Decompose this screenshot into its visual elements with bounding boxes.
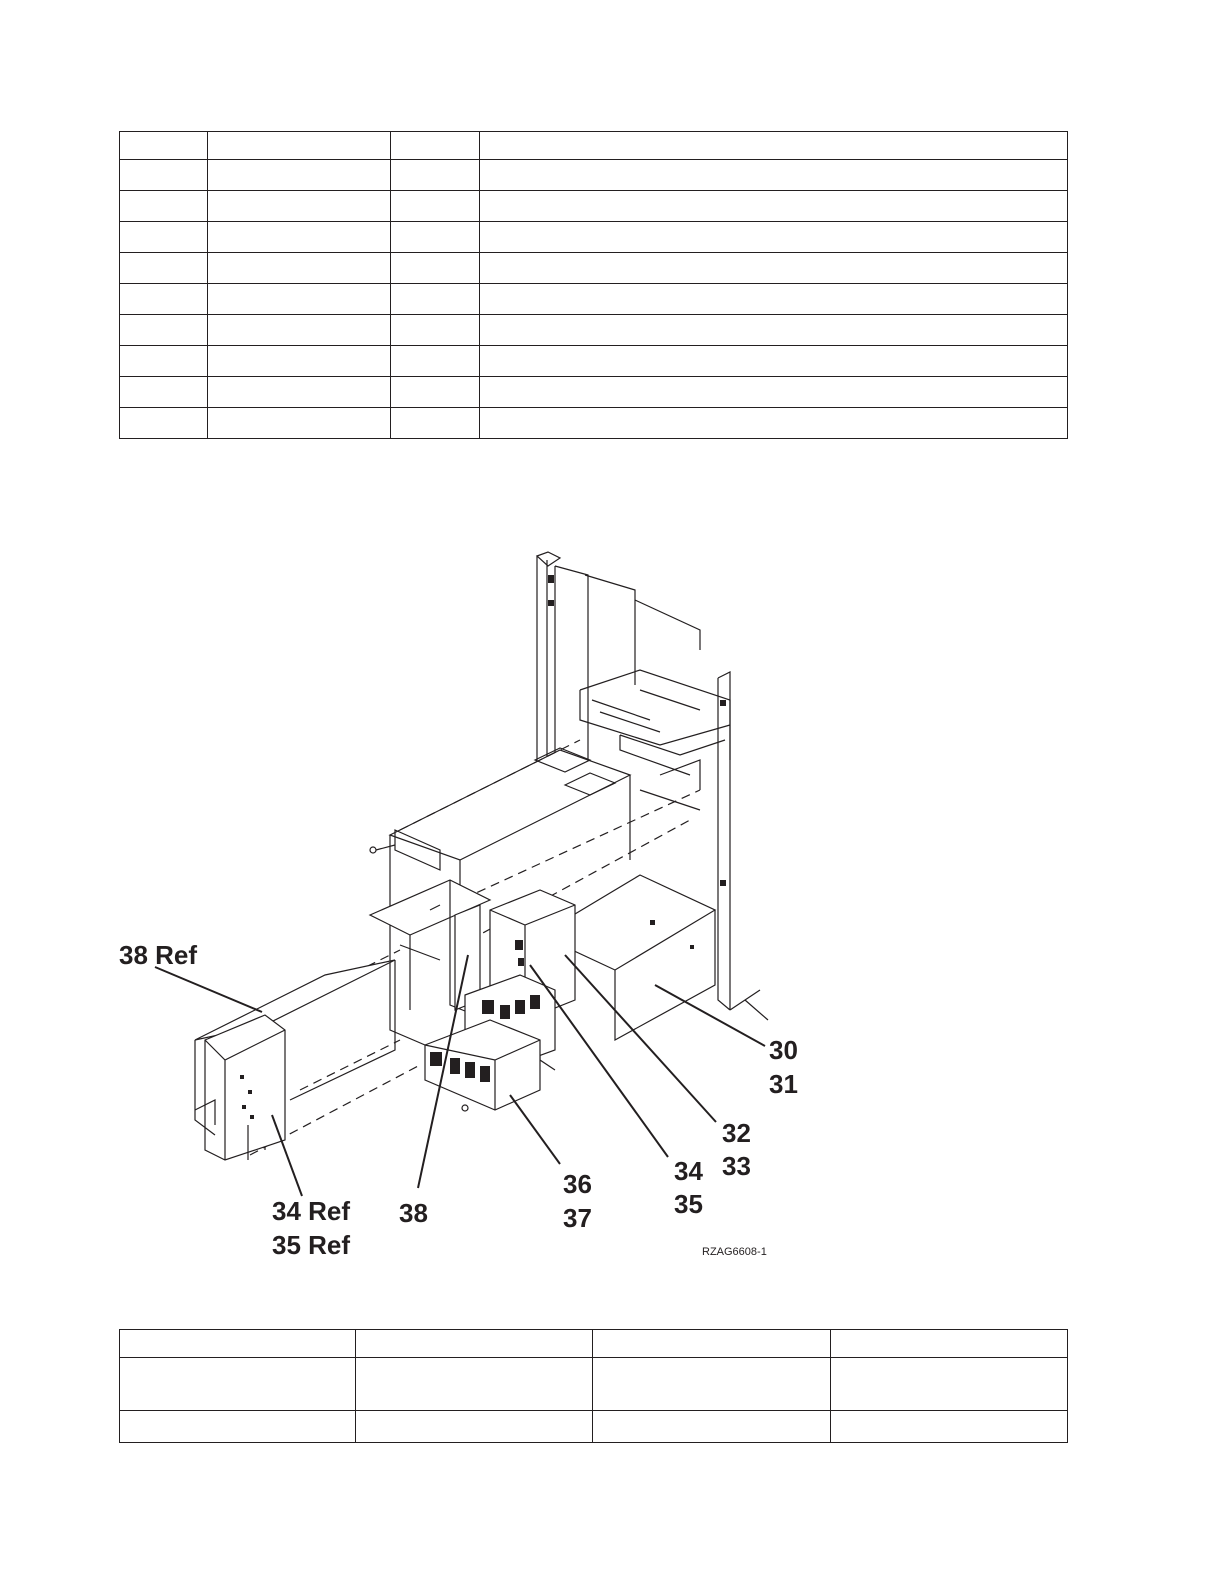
table-cell: [480, 284, 1068, 315]
left-supply: [195, 960, 395, 1160]
table-cell: [831, 1330, 1068, 1358]
table-cell: [120, 408, 208, 439]
table-cell: [208, 222, 391, 253]
callout-34: 34: [674, 1156, 703, 1186]
table-cell: [831, 1411, 1068, 1443]
table-row: [120, 253, 1068, 284]
table-cell: [480, 191, 1068, 222]
callout-35: 35: [674, 1189, 703, 1219]
table-cell: [480, 132, 1068, 160]
table-cell: [120, 1411, 356, 1443]
callout-35-ref: 35 Ref: [272, 1230, 351, 1260]
table-cell: [831, 1358, 1068, 1411]
table-cell: [120, 1330, 356, 1358]
table-cell: [208, 346, 391, 377]
table-cell: [208, 132, 391, 160]
table-cell: [480, 160, 1068, 191]
table-row: [120, 191, 1068, 222]
exploded-assembly-figure: [0, 540, 1224, 1280]
table-cell: [208, 253, 391, 284]
table-cell: [208, 284, 391, 315]
table-cell: [593, 1358, 831, 1411]
table-cell: [480, 408, 1068, 439]
table-cell: [593, 1411, 831, 1443]
table-cell: [391, 132, 480, 160]
table-cell: [356, 1330, 593, 1358]
table-cell: [208, 377, 391, 408]
table-cell: [120, 253, 208, 284]
table-cell: [208, 315, 391, 346]
table-cell: [120, 284, 208, 315]
callout-34-ref: 34 Ref: [272, 1196, 351, 1226]
callout-33: 33: [722, 1151, 751, 1181]
table-row: [120, 284, 1068, 315]
table-row: [120, 1411, 1068, 1443]
lower-module: [425, 1020, 540, 1111]
table-cell: [120, 160, 208, 191]
parts-table-top: [119, 131, 1068, 439]
table-cell: [120, 222, 208, 253]
table-cell: [480, 346, 1068, 377]
table-cell: [120, 346, 208, 377]
table-cell: [593, 1330, 831, 1358]
table-cell: [208, 160, 391, 191]
table-cell: [120, 315, 208, 346]
figure-id: RZAG6608-1: [702, 1246, 767, 1258]
table-cell: [120, 1358, 356, 1411]
table-row: [120, 315, 1068, 346]
table-cell: [208, 408, 391, 439]
table-row: [120, 1330, 1068, 1358]
table-row: [120, 377, 1068, 408]
table-cell: [480, 222, 1068, 253]
callout-31: 31: [769, 1069, 798, 1099]
table-row: [120, 160, 1068, 191]
table-cell: [391, 160, 480, 191]
table-row: [120, 132, 1068, 160]
callout-37: 37: [563, 1203, 592, 1233]
table-cell: [120, 377, 208, 408]
callout-30: 30: [769, 1035, 798, 1065]
table-cell: [120, 132, 208, 160]
table-row: [120, 222, 1068, 253]
table-cell: [356, 1411, 593, 1443]
table-row: [120, 1358, 1068, 1411]
table-cell: [391, 191, 480, 222]
table-cell: [480, 253, 1068, 284]
callout-36: 36: [563, 1169, 592, 1199]
parts-table-bottom: [119, 1329, 1068, 1443]
table-row: [120, 408, 1068, 439]
table-cell: [208, 191, 391, 222]
table-cell: [480, 315, 1068, 346]
table-cell: [391, 346, 480, 377]
table-cell: [480, 377, 1068, 408]
table-cell: [391, 377, 480, 408]
callout-38: 38: [399, 1198, 428, 1228]
table-cell: [391, 315, 480, 346]
table-cell: [356, 1358, 593, 1411]
callout-32: 32: [722, 1118, 751, 1148]
table-cell: [120, 191, 208, 222]
table-cell: [391, 408, 480, 439]
table-cell: [391, 253, 480, 284]
callout-38-ref: 38 Ref: [119, 940, 198, 970]
table-cell: [391, 284, 480, 315]
table-cell: [391, 222, 480, 253]
table-row: [120, 346, 1068, 377]
